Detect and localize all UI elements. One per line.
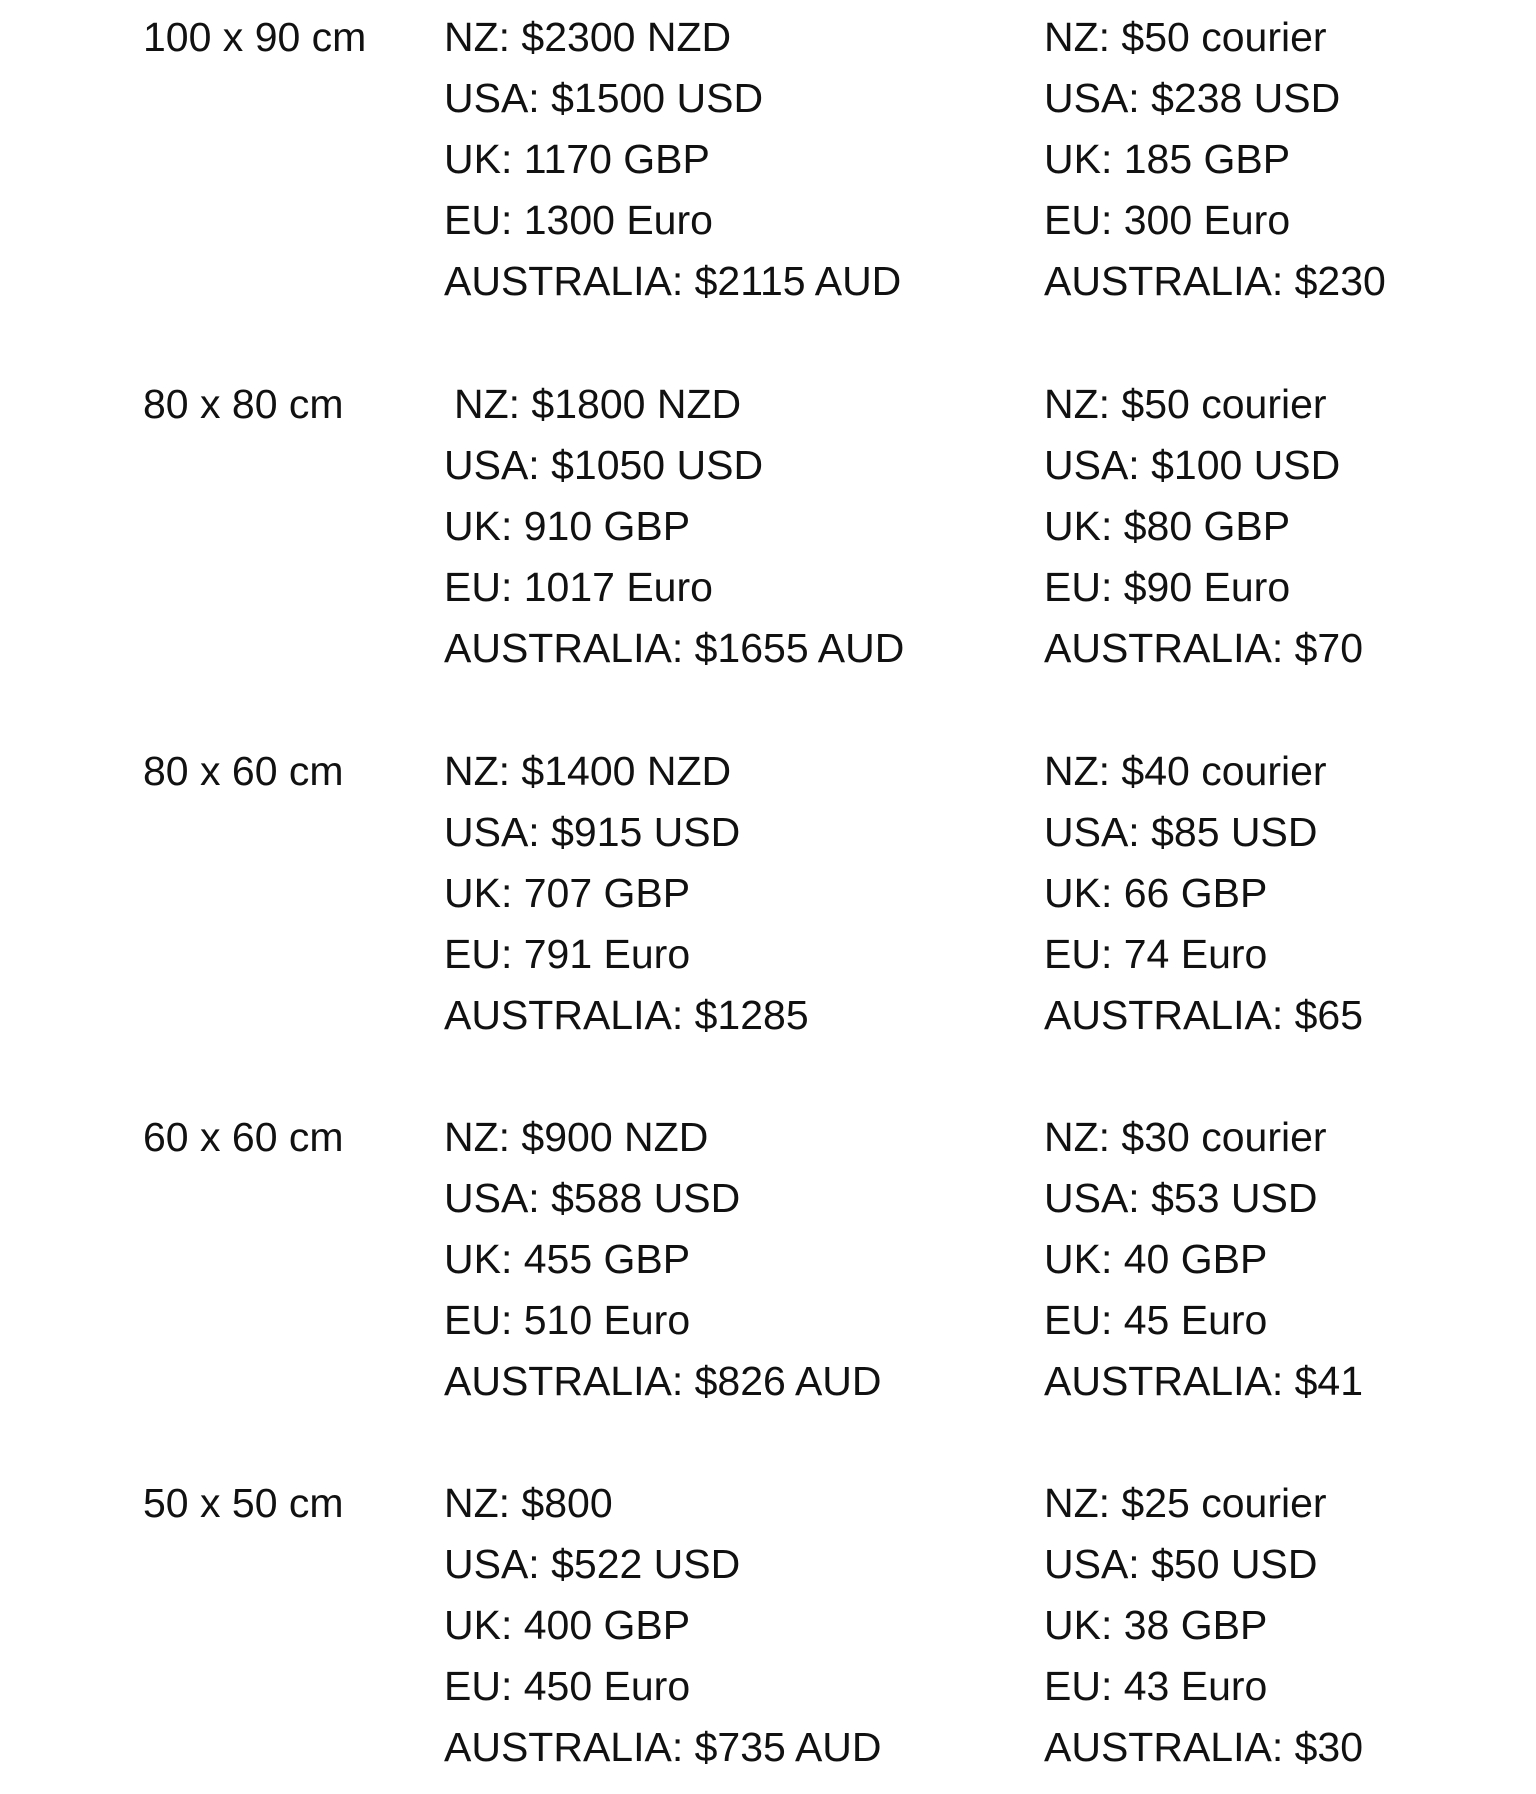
size-group-80x80 <box>0 374 1536 684</box>
price-uk: UK: 1170 GBP <box>444 136 710 182</box>
shipping-nz: NZ: $50 courier <box>1044 381 1327 427</box>
price-column <box>444 1107 882 1412</box>
shipping-nz: NZ: $50 courier <box>1044 14 1327 60</box>
size-label: 60 x 60 cm <box>143 1114 344 1160</box>
shipping-column <box>1044 1473 1363 1778</box>
shipping-uk: UK: 185 GBP <box>1044 136 1291 182</box>
shipping-usa: USA: $50 USD <box>1044 1541 1318 1587</box>
shipping-eu: EU: $90 Euro <box>1044 564 1291 610</box>
price-usa: USA: $1050 USD <box>444 442 764 488</box>
price-eu: EU: 791 Euro <box>444 931 691 977</box>
shipping-column <box>1044 741 1363 1046</box>
price-australia: AUSTRALIA: $2115 AUD <box>444 258 902 304</box>
shipping-nz: NZ: $30 courier <box>1044 1114 1327 1160</box>
shipping-eu: EU: 74 Euro <box>1044 931 1268 977</box>
size-label: 80 x 80 cm <box>143 381 344 427</box>
price-usa: USA: $915 USD <box>444 809 741 855</box>
price-nz: NZ: $2300 NZD <box>444 14 732 60</box>
price-eu: EU: 450 Euro <box>444 1663 691 1709</box>
shipping-column <box>1044 1107 1363 1412</box>
price-eu: EU: 1300 Euro <box>444 197 713 243</box>
shipping-column <box>1044 374 1363 679</box>
price-australia: AUSTRALIA: $1285 <box>444 992 809 1038</box>
shipping-usa: USA: $53 USD <box>1044 1175 1318 1221</box>
shipping-australia: AUSTRALIA: $41 <box>1044 1358 1364 1404</box>
shipping-australia: AUSTRALIA: $230 <box>1044 258 1386 304</box>
shipping-nz: NZ: $25 courier <box>1044 1480 1327 1526</box>
shipping-uk: UK: $80 GBP <box>1044 503 1291 549</box>
shipping-uk: UK: 40 GBP <box>1044 1236 1268 1282</box>
price-usa: USA: $522 USD <box>444 1541 741 1587</box>
shipping-australia: AUSTRALIA: $30 <box>1044 1724 1364 1770</box>
shipping-eu: EU: 45 Euro <box>1044 1297 1268 1343</box>
shipping-uk: UK: 66 GBP <box>1044 870 1268 916</box>
price-usa: USA: $588 USD <box>444 1175 741 1221</box>
price-nz: NZ: $1800 NZD <box>454 381 742 427</box>
shipping-usa: USA: $85 USD <box>1044 809 1318 855</box>
price-australia: AUSTRALIA: $735 AUD <box>444 1724 882 1770</box>
shipping-australia: AUSTRALIA: $70 <box>1044 625 1364 671</box>
shipping-eu: EU: 300 Euro <box>1044 197 1291 243</box>
size-group-80x60 <box>0 741 1536 1051</box>
shipping-nz: NZ: $40 courier <box>1044 748 1327 794</box>
price-column <box>444 1473 882 1778</box>
price-uk: UK: 910 GBP <box>444 503 691 549</box>
price-eu: EU: 510 Euro <box>444 1297 691 1343</box>
shipping-usa: USA: $238 USD <box>1044 75 1341 121</box>
price-uk: UK: 400 GBP <box>444 1602 691 1648</box>
size-group-50x50 <box>0 1473 1536 1783</box>
price-nz: NZ: $800 <box>444 1480 613 1526</box>
price-australia: AUSTRALIA: $826 AUD <box>444 1358 882 1404</box>
price-nz: NZ: $900 NZD <box>444 1114 709 1160</box>
price-nz: NZ: $1400 NZD <box>444 748 732 794</box>
size-group-60x60 <box>0 1107 1536 1417</box>
shipping-australia: AUSTRALIA: $65 <box>1044 992 1364 1038</box>
price-eu: EU: 1017 Euro <box>444 564 713 610</box>
size-label: 100 x 90 cm <box>143 14 367 60</box>
shipping-uk: UK: 38 GBP <box>1044 1602 1268 1648</box>
price-column <box>444 741 809 1046</box>
price-australia: AUSTRALIA: $1655 AUD <box>444 625 905 671</box>
price-usa: USA: $1500 USD <box>444 75 764 121</box>
price-column <box>444 374 904 679</box>
price-uk: UK: 455 GBP <box>444 1236 691 1282</box>
size-label: 50 x 50 cm <box>143 1480 344 1526</box>
shipping-column <box>1044 7 1386 312</box>
size-group-100x90 <box>0 7 1536 317</box>
shipping-eu: EU: 43 Euro <box>1044 1663 1268 1709</box>
shipping-usa: USA: $100 USD <box>1044 442 1341 488</box>
size-label: 80 x 60 cm <box>143 748 344 794</box>
price-column <box>444 7 901 312</box>
price-uk: UK: 707 GBP <box>444 870 691 916</box>
